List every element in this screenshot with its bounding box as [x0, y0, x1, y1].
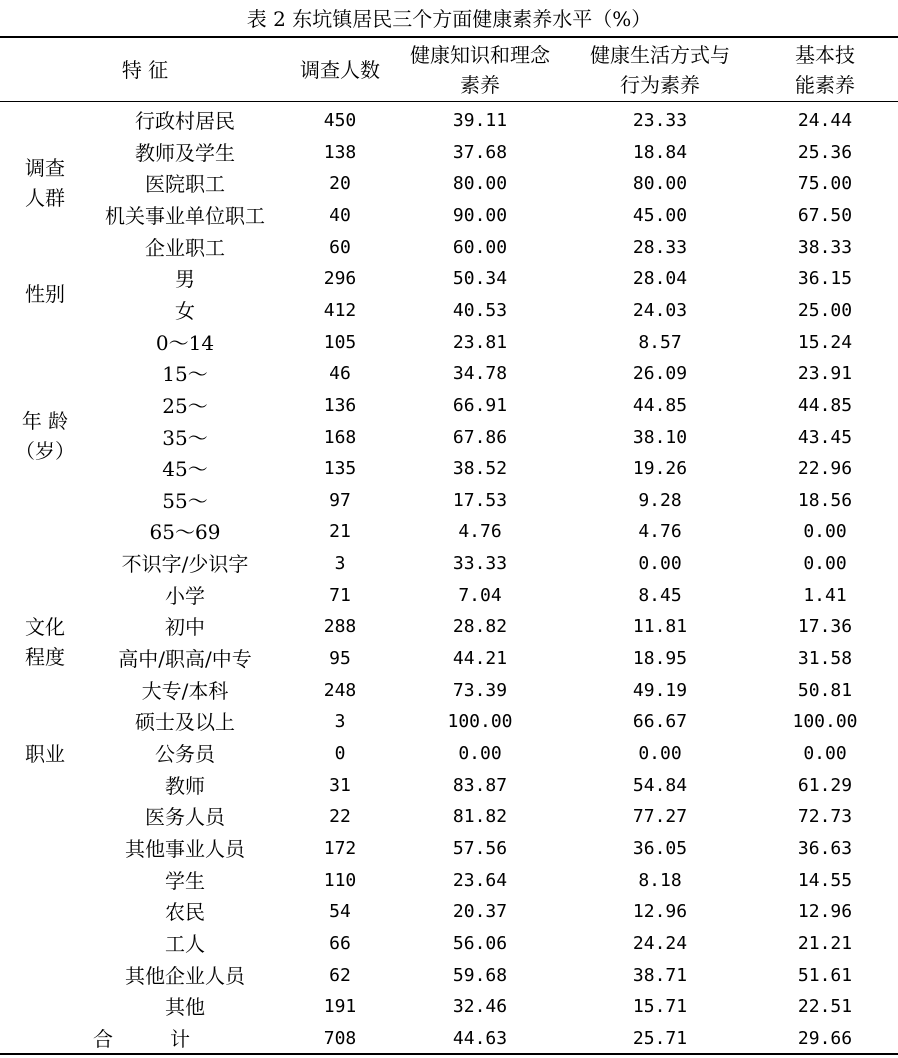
row-label: 行政村居民	[135, 109, 235, 133]
row-lifestyle: 54.84	[632, 774, 688, 796]
row-label: 初中	[165, 615, 205, 640]
row-lifestyle: 4.76	[638, 521, 682, 543]
row-label: 其他	[165, 995, 205, 1020]
row-count: 31	[329, 774, 351, 796]
row-skill: 23.91	[797, 363, 853, 385]
row-knowledge: 50.34	[452, 268, 508, 290]
table-row	[0, 390, 898, 422]
row-lifestyle: 8.45	[638, 584, 682, 606]
row-lifestyle: 18.84	[632, 141, 688, 163]
row-knowledge: 0.00	[458, 743, 502, 764]
row-label: 工人	[165, 931, 205, 956]
table-row	[0, 295, 898, 327]
group-age-line-1: 年 龄	[21, 409, 69, 433]
row-knowledge: 67.86	[452, 426, 508, 448]
table-row	[0, 896, 898, 928]
total-knowledge: 44.63	[452, 1028, 508, 1049]
table-row	[0, 706, 898, 738]
row-count: 95	[329, 648, 351, 670]
row-skill: 12.96	[797, 901, 853, 923]
row-label: 不识字/少识字	[121, 552, 249, 577]
row-lifestyle: 28.04	[632, 268, 688, 290]
row-count: 110	[323, 869, 357, 891]
row-count: 20	[329, 173, 351, 195]
row-label: 25～	[162, 393, 208, 418]
row-lifestyle: 66.67	[632, 711, 688, 733]
table-row	[0, 200, 898, 232]
table-row	[0, 422, 898, 454]
group-population-line-1: 调查	[25, 156, 65, 180]
row-count: 0	[334, 743, 346, 764]
row-lifestyle: 0.00	[638, 743, 682, 764]
header-lifestyle	[575, 40, 745, 100]
row-knowledge: 60.00	[452, 236, 508, 258]
row-lifestyle: 38.10	[632, 426, 688, 448]
header-knowledge	[395, 40, 565, 100]
row-label: 0～14	[155, 330, 215, 355]
row-label: 55～	[162, 488, 208, 513]
header-skill-line-2: 能素养	[795, 73, 855, 97]
row-skill: 15.24	[797, 331, 853, 353]
row-skill: 61.29	[797, 774, 853, 796]
row-label: 硕士及以上	[135, 710, 235, 735]
table-title: 表 2 东坑镇居民三个方面健康素养水平（%）	[246, 7, 652, 31]
row-skill: 67.50	[797, 204, 853, 226]
row-knowledge: 7.04	[458, 584, 502, 606]
row-skill: 0.00	[803, 521, 847, 543]
table-row	[0, 991, 898, 1023]
row-lifestyle: 8.57	[638, 331, 682, 353]
row-knowledge: 90.00	[452, 204, 508, 226]
row-label: 企业职工	[145, 235, 225, 260]
row-count: 135	[323, 458, 357, 480]
row-knowledge: 66.91	[452, 394, 508, 416]
header-count: 调查人数	[300, 58, 380, 82]
table-row	[0, 232, 898, 264]
table-row	[0, 960, 898, 992]
row-skill: 24.44	[797, 110, 853, 131]
row-label: 学生	[165, 868, 205, 893]
row-knowledge: 23.81	[452, 331, 508, 353]
row-knowledge: 39.11	[452, 110, 508, 131]
table-row	[0, 801, 898, 833]
row-lifestyle: 38.71	[632, 964, 688, 986]
row-knowledge: 56.06	[452, 932, 508, 954]
row-count: 296	[323, 268, 357, 290]
total-label-a: 合	[93, 1027, 113, 1051]
row-count: 3	[334, 553, 346, 575]
row-lifestyle: 44.85	[632, 394, 688, 416]
row-lifestyle: 28.33	[632, 236, 688, 258]
table-row	[0, 643, 898, 675]
row-count: 21	[329, 521, 351, 543]
row-knowledge: 17.53	[452, 489, 508, 511]
row-lifestyle: 0.00	[638, 553, 682, 575]
table-row	[0, 865, 898, 897]
table-row	[0, 453, 898, 485]
row-skill: 17.36	[797, 616, 853, 638]
row-skill: 25.36	[797, 141, 853, 163]
table-row	[0, 485, 898, 517]
row-lifestyle: 15.71	[632, 996, 688, 1018]
row-skill: 31.58	[797, 648, 853, 670]
row-lifestyle: 11.81	[632, 616, 688, 638]
row-count: 3	[334, 711, 346, 733]
table-bottom-rule	[0, 1053, 898, 1055]
row-label: 医院职工	[145, 172, 225, 197]
row-skill: 38.33	[797, 236, 853, 258]
total-row	[0, 1023, 898, 1055]
row-skill: 51.61	[797, 964, 853, 986]
table-row	[0, 327, 898, 359]
row-skill: 50.81	[797, 679, 853, 701]
row-skill: 22.96	[797, 458, 853, 480]
group-age-line-2: （岁）	[15, 439, 75, 463]
row-label: 教师及学生	[135, 140, 235, 165]
row-knowledge: 32.46	[452, 996, 508, 1018]
row-count: 60	[329, 236, 351, 258]
row-knowledge: 73.39	[452, 679, 508, 701]
row-label: 15～	[162, 362, 208, 387]
row-count: 97	[329, 489, 351, 511]
table-row	[0, 833, 898, 865]
row-knowledge: 44.21	[452, 648, 508, 670]
row-label: 男	[175, 267, 195, 292]
table-row	[0, 738, 898, 770]
row-skill: 72.73	[797, 806, 853, 828]
table-row	[0, 516, 898, 548]
row-knowledge: 4.76	[458, 521, 502, 543]
row-lifestyle: 26.09	[632, 363, 688, 385]
row-count: 138	[323, 141, 357, 163]
row-label: 公务员	[155, 742, 215, 766]
row-skill: 22.51	[797, 996, 853, 1018]
row-count: 248	[323, 679, 357, 701]
header-knowledge-line-1: 健康知识和理念	[410, 43, 550, 67]
row-skill: 25.00	[797, 299, 853, 321]
row-count: 412	[323, 299, 357, 321]
table-row	[0, 928, 898, 960]
row-label: 大专/本科	[141, 678, 229, 703]
row-label: 高中/职高/中专	[118, 647, 252, 672]
row-knowledge: 59.68	[452, 964, 508, 986]
row-count: 71	[329, 584, 351, 606]
row-lifestyle: 24.03	[632, 299, 688, 321]
group-occupation-line-1: 职业	[25, 742, 65, 766]
header-feature: 特 征	[121, 58, 169, 82]
row-skill: 36.15	[797, 268, 853, 290]
group-education-line-1: 文化	[25, 615, 65, 639]
row-count: 40	[329, 204, 351, 226]
row-count: 168	[323, 426, 357, 448]
row-count: 450	[323, 110, 357, 131]
row-skill: 36.63	[797, 837, 853, 859]
row-label: 35～	[162, 425, 208, 450]
header-lifestyle-line-1: 健康生活方式与	[590, 43, 730, 67]
row-label: 女	[175, 298, 195, 323]
row-label: 机关事业单位职工	[105, 203, 265, 228]
row-count: 191	[323, 996, 357, 1018]
row-lifestyle: 36.05	[632, 837, 688, 859]
row-label: 教师	[165, 773, 205, 798]
row-count: 136	[323, 394, 357, 416]
table-row	[0, 105, 898, 137]
row-lifestyle: 8.18	[638, 869, 682, 891]
row-skill: 44.85	[797, 394, 853, 416]
row-knowledge: 28.82	[452, 616, 508, 638]
row-knowledge: 83.87	[452, 774, 508, 796]
row-label: 65～69	[149, 520, 221, 545]
row-skill: 0.00	[803, 743, 847, 764]
row-knowledge: 34.78	[452, 363, 508, 385]
row-knowledge: 80.00	[452, 173, 508, 195]
row-label: 医务人员	[145, 805, 225, 830]
table-row	[0, 358, 898, 390]
table-row	[0, 580, 898, 612]
row-knowledge: 33.33	[452, 553, 508, 575]
group-population-line-2: 人群	[25, 186, 65, 210]
row-lifestyle: 77.27	[632, 806, 688, 828]
row-skill: 14.55	[797, 869, 853, 891]
header-lifestyle-line-2: 行为素养	[620, 73, 700, 97]
row-skill: 75.00	[797, 173, 853, 195]
row-knowledge: 100.00	[447, 711, 513, 733]
row-lifestyle: 18.95	[632, 648, 688, 670]
header-knowledge-line-2: 素养	[460, 73, 500, 97]
row-skill: 43.45	[797, 426, 853, 448]
row-knowledge: 57.56	[452, 837, 508, 859]
row-count: 46	[329, 363, 351, 385]
row-knowledge: 20.37	[452, 901, 508, 923]
row-lifestyle: 9.28	[638, 489, 682, 511]
row-lifestyle: 80.00	[632, 173, 688, 195]
total-lifestyle: 25.71	[632, 1028, 688, 1049]
table-row	[0, 137, 898, 169]
row-count: 105	[323, 331, 357, 353]
row-skill: 0.00	[803, 553, 847, 575]
table-header-rule	[0, 101, 898, 102]
row-count: 22	[329, 806, 351, 828]
row-count: 172	[323, 837, 357, 859]
total-count: 708	[323, 1028, 357, 1049]
table-row	[0, 770, 898, 802]
row-label: 小学	[165, 583, 205, 608]
row-lifestyle: 49.19	[632, 679, 688, 701]
header-skill	[760, 40, 890, 100]
row-count: 288	[323, 616, 357, 638]
row-knowledge: 37.68	[452, 141, 508, 163]
total-label-b: 计	[170, 1027, 190, 1051]
row-lifestyle: 12.96	[632, 901, 688, 923]
row-knowledge: 40.53	[452, 299, 508, 321]
table-row	[0, 168, 898, 200]
row-skill: 21.21	[797, 932, 853, 954]
table-row	[0, 263, 898, 295]
table-row	[0, 548, 898, 580]
row-count: 66	[329, 932, 351, 954]
total-skill: 29.66	[797, 1028, 853, 1049]
row-lifestyle: 23.33	[632, 110, 688, 131]
row-skill: 1.41	[803, 584, 847, 606]
row-label: 其他事业人员	[125, 836, 245, 861]
header-skill-line-1: 基本技	[795, 43, 855, 67]
group-education-line-2: 程度	[25, 645, 65, 669]
table-top-rule	[0, 36, 898, 38]
row-count: 62	[329, 964, 351, 986]
group-gender-line-1: 性别	[25, 282, 65, 306]
row-label: 农民	[165, 900, 205, 925]
row-label: 其他企业人员	[125, 963, 245, 988]
table-row	[0, 611, 898, 643]
row-lifestyle: 19.26	[632, 458, 688, 480]
table-row	[0, 675, 898, 707]
row-lifestyle: 45.00	[632, 204, 688, 226]
row-skill: 100.00	[792, 711, 858, 733]
row-count: 54	[329, 901, 351, 923]
row-knowledge: 38.52	[452, 458, 508, 480]
row-knowledge: 81.82	[452, 806, 508, 828]
row-label: 45～	[162, 457, 208, 482]
row-skill: 18.56	[797, 489, 853, 511]
row-lifestyle: 24.24	[632, 932, 688, 954]
row-knowledge: 23.64	[452, 869, 508, 891]
